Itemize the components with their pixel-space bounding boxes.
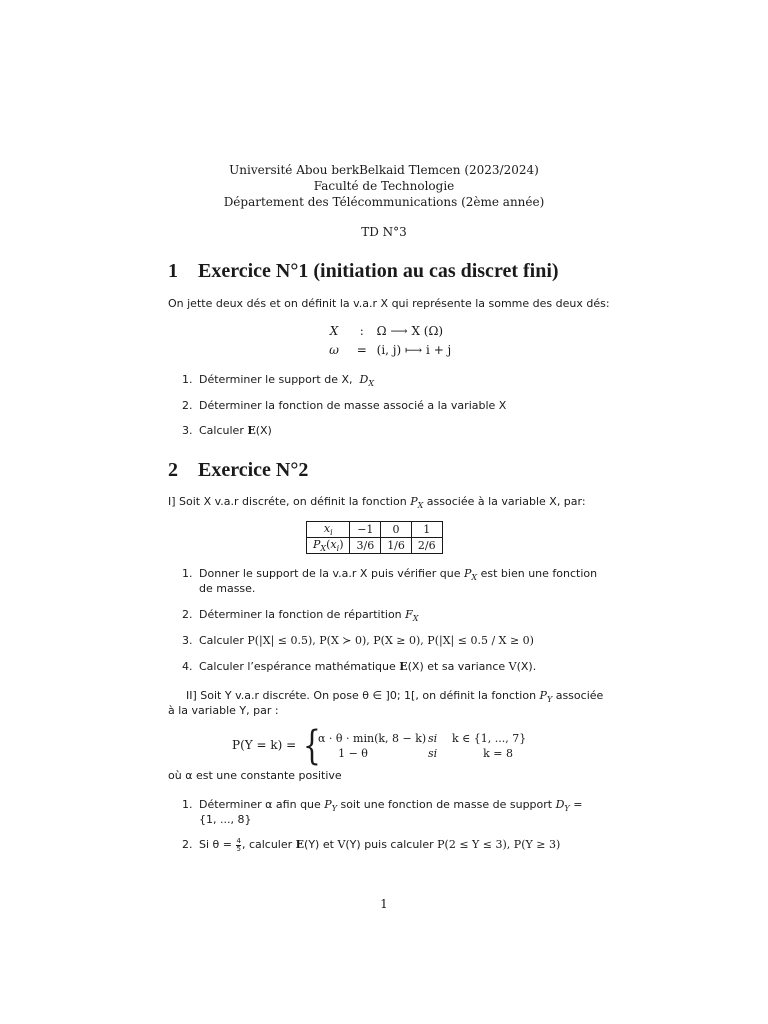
- table-cell: −1: [350, 522, 381, 538]
- probability-table: [306, 521, 443, 554]
- page-number: 1: [380, 897, 388, 911]
- list-item: 3. Calculer E(X): [182, 424, 272, 437]
- table-cell: 0: [381, 522, 412, 538]
- section-2-number: 2: [168, 459, 178, 481]
- part-1-intro: I] Soit X v.a.r discréte, on définit la fonction $P_X$ associée à la variable X, par:: [168, 495, 586, 511]
- left-brace: {: [303, 723, 321, 769]
- table-cell: 3/6: [350, 538, 381, 554]
- fraction: $\frac{4}{5}$: [236, 836, 241, 853]
- part-2-intro: II] Soit Y v.a.r discréte. On pose θ ∈ ]0; 1[, on définit la fonction $P_Y$ associée: [186, 689, 604, 705]
- department-line: Département des Télécommunications (2ème année): [223, 195, 545, 209]
- table-cell: 2/6: [411, 538, 442, 554]
- list-item: 1. Déterminer le support de X, $D_X$: [182, 373, 375, 389]
- list-item: 2. Déterminer la fonction de répartition $F_X$: [182, 608, 419, 624]
- list-item: 4. Calculer l’espérance mathématique E(X) et sa variance V(X).: [182, 660, 537, 673]
- section-1-number: 1: [168, 260, 178, 282]
- university-line: Université Abou berkBelkaid Tlemcen (2023/2024): [229, 163, 539, 177]
- td-number: TD N°3: [361, 225, 407, 239]
- table-cell: 1/6: [381, 538, 412, 554]
- list-item: 1. Donner le support de la v.a.r X puis vérifier que $P_X$ est bien une fonction: [182, 567, 598, 583]
- definition-row-1: X : Ω ⟶ X (Ω): [329, 324, 444, 338]
- table-cell: 1: [411, 522, 442, 538]
- table-row: [307, 538, 443, 554]
- table-cell: $x_i$: [307, 522, 350, 538]
- section-1-heading: [168, 260, 559, 283]
- table-cell: $P_X(x_i)$: [307, 538, 350, 554]
- piecewise-row-2: 1 − θ si k = 8: [338, 747, 513, 760]
- section-1-title: Exercice N°1 (initiation au cas discret fini): [198, 260, 559, 282]
- section-1-intro: On jette deux dés et on définit la v.a.r X qui représente la somme des deux dés:: [168, 297, 610, 310]
- piecewise-lhs: P(Y = k) =: [232, 738, 297, 752]
- definition-row-2: ω = (i, j) ⟼ i + j: [329, 343, 452, 357]
- faculty-line: Faculté de Technologie: [313, 179, 455, 193]
- list-item: 3. Calculer P(|X| ≤ 0.5), P(X ≻ 0), P(X ≥ 0), P(|X| ≤ 0.5 / X ≥ 0): [182, 634, 534, 647]
- piecewise-row-1: α · θ · min(k, 8 − k) si k ∈ {1, ..., 7}: [318, 732, 527, 745]
- part-2-intro-cont: à la variable Y, par :: [168, 704, 279, 717]
- list-item: 2. Si θ = $\frac{4}{5}$ , calculer E(Y) et V(Y) puis calculer P(2 ≤ Y ≤ 3), P(Y ≥ 3): [182, 836, 561, 853]
- list-item-continuation: de masse.: [199, 582, 256, 595]
- section-2-heading: [168, 459, 308, 482]
- list-item-continuation: {1, ..., 8}: [199, 813, 252, 826]
- table-row: [307, 522, 443, 538]
- list-item: 2. Déterminer la fonction de masse associé a la variable X: [182, 399, 507, 412]
- list-item: 1. Déterminer α afin que $P_Y$ soit une fonction de masse de support $D_Y$ =: [182, 798, 583, 814]
- alpha-note: où α est une constante positive: [168, 769, 342, 782]
- section-2-title: Exercice N°2: [198, 459, 309, 481]
